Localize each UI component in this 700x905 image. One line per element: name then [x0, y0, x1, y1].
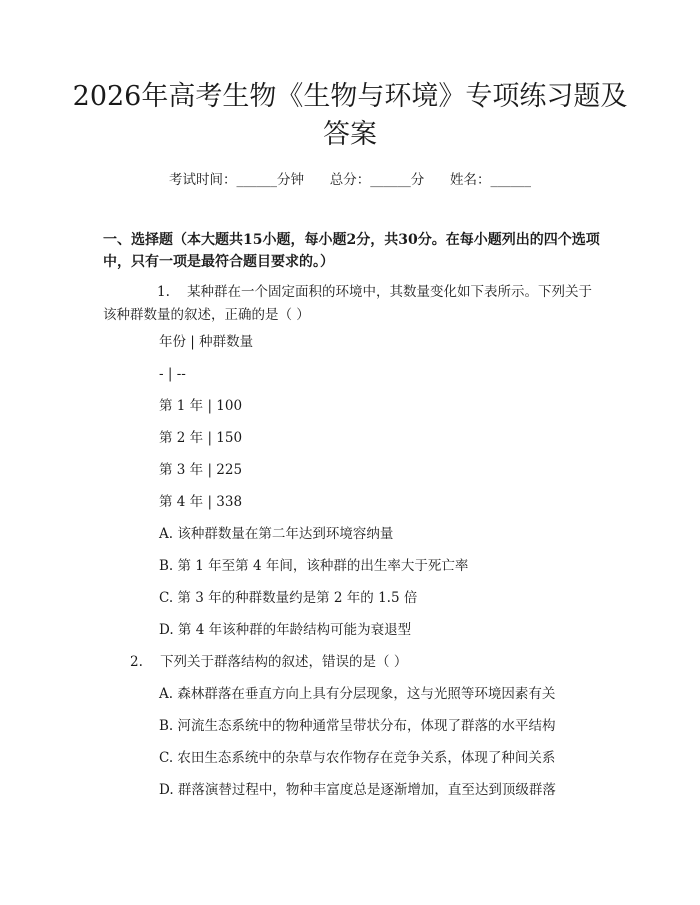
table-row-year-4: 第 4 年 | 338	[159, 494, 243, 510]
table-row-year-1: 第 1 年 | 100	[159, 398, 243, 414]
q2-option-d: D. 群落演替过程中，物种丰富度总是逐渐增加，直至达到顶级群落	[159, 782, 556, 798]
q2-option-c: C. 农田生态系统中的杂草与农作物存在竞争关系，体现了种间关系	[159, 750, 556, 766]
table-row-year-2: 第 2 年 | 150	[159, 430, 243, 446]
q2-option-b: B. 河流生态系统中的物种通常呈带状分布，体现了群落的水平结构	[159, 718, 556, 734]
question-2-number: 2.	[130, 654, 143, 670]
exam-time-label: 考试时间：______分钟	[169, 172, 304, 188]
total-score-label: 总分：______分	[329, 172, 425, 188]
q2-option-a: A. 森林群落在垂直方向上具有分层现象，这与光照等环境因素有关	[159, 686, 556, 702]
page-title: 2026年高考生物《生物与环境》专项练习题及答案	[72, 81, 628, 150]
table-row-year-3: 第 3 年 | 225	[159, 462, 243, 478]
question-1-stem	[103, 281, 603, 327]
exam-meta	[0, 168, 700, 188]
question-2-stem	[130, 651, 407, 673]
section-heading-choice: 一、选择题（本大题共15小题，每小题2分，共30分。在每小题列出的四个选项中，只有一项是最符合题目要求的。）	[103, 232, 600, 270]
question-2-text: 下列关于群落结构的叙述，错误的是（ ）	[160, 654, 408, 670]
q1-option-a: A. 该种群数量在第二年达到环境容纳量	[159, 526, 394, 542]
table-header-row: 年份 | 种群数量	[159, 334, 254, 350]
student-name-label: 姓名：______	[450, 172, 531, 188]
table-separator-row: - | --	[159, 366, 186, 382]
q1-option-b: B. 第 1 年至第 4 年间，该种群的出生率大于死亡率	[159, 558, 469, 574]
q1-option-d: D. 第 4 年该种群的年龄结构可能为衰退型	[159, 622, 412, 638]
question-1-number: 1.	[157, 284, 170, 300]
q1-option-c: C. 第 3 年的种群数量约是第 2 年的 1.5 倍	[159, 590, 418, 606]
question-1-text: 某种群在一个固定面积的环境中，其数量变化如下表所示。下列关于该种群数量的叙述，正确的是（ ）	[103, 284, 593, 323]
